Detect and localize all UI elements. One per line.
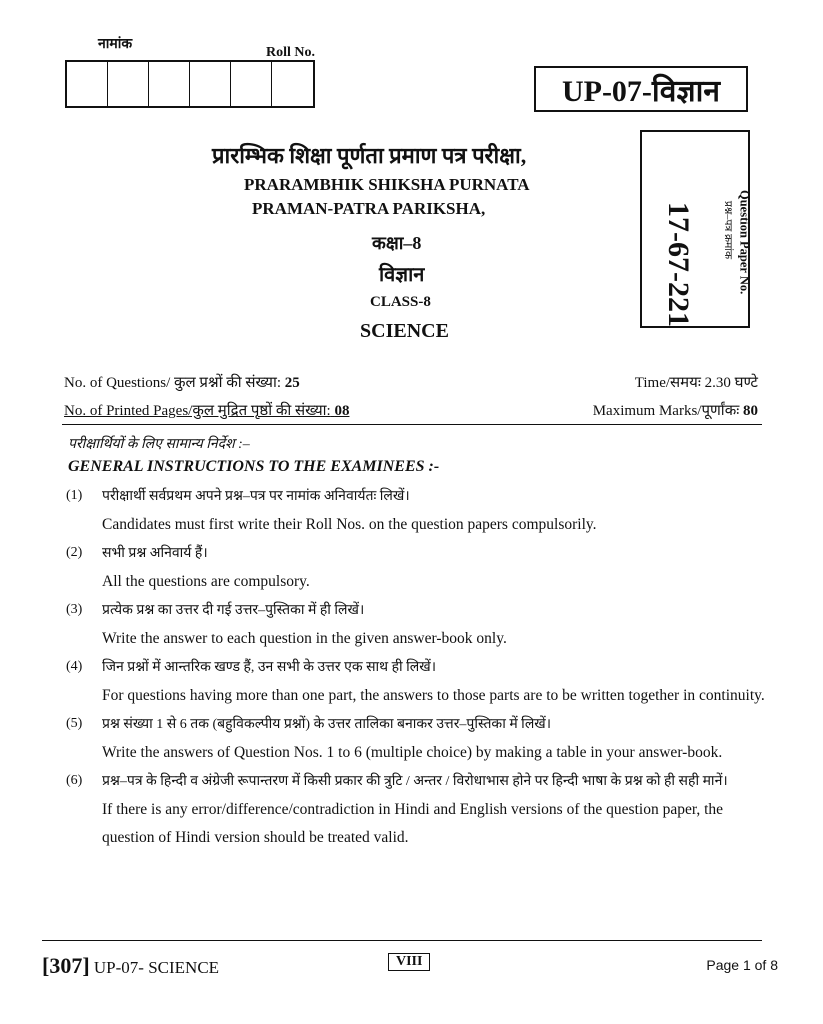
header-divider bbox=[62, 424, 762, 425]
roll-label-hindi: नामांक bbox=[98, 37, 133, 52]
question-count bbox=[64, 372, 300, 392]
footer-divider bbox=[42, 940, 762, 941]
instruction-item bbox=[56, 539, 771, 596]
instruction-english: If there is any error/difference/contradiction in Hindi and English versions of the question paper, the question of Hindi version should be treated valid. bbox=[102, 801, 724, 846]
paper-code: UP-07-विज्ञान bbox=[561, 74, 721, 108]
instructions-list bbox=[56, 482, 771, 852]
maximum-marks bbox=[593, 400, 758, 420]
printed-pages-value: 08 bbox=[334, 403, 350, 419]
instruction-item bbox=[56, 653, 771, 710]
class-hindi: कक्षा–8 bbox=[372, 233, 422, 253]
instructions-heading-english: GENERAL INSTRUCTIONS TO THE EXAMINEES :- bbox=[68, 458, 440, 475]
footer-paper-code bbox=[42, 953, 219, 979]
class-english: CLASS-8 bbox=[370, 294, 431, 310]
roll-number-boxes[interactable] bbox=[65, 60, 315, 108]
instruction-english: For questions having more than one part, the answers to those parts are to be written together in continuity. bbox=[102, 687, 765, 704]
instruction-number: (1) bbox=[66, 488, 83, 503]
footer-class-roman: VIII bbox=[388, 953, 430, 971]
instruction-number: (5) bbox=[66, 716, 83, 731]
exam-time bbox=[635, 372, 758, 392]
paper-code-box bbox=[534, 66, 748, 112]
instruction-english: Write the answer to each question in the given answer-book only. bbox=[102, 630, 507, 647]
exam-title-english-line2: PRAMAN-PATRA PARIKSHA, bbox=[252, 199, 486, 218]
roll-label-english: Roll No. bbox=[266, 45, 315, 60]
roll-digit-box[interactable] bbox=[231, 62, 272, 106]
instructions-heading-hindi: परीक्षार्थियों के लिए सामान्य निर्देश :– bbox=[68, 437, 250, 452]
exam-title-english-line1: PRARAMBHIK SHIKSHA PURNATA bbox=[244, 175, 530, 194]
maximum-marks-label: Maximum Marks/पूर्णांकः bbox=[592, 403, 740, 419]
instruction-item bbox=[56, 596, 771, 653]
time-label: Time/समयः bbox=[634, 375, 701, 391]
footer-code-text: UP-07- SCIENCE bbox=[93, 958, 220, 977]
roll-digit-box[interactable] bbox=[108, 62, 149, 106]
instruction-number: (3) bbox=[66, 602, 83, 617]
question-paper-label-english: Question Paper No. bbox=[737, 190, 752, 295]
instruction-hindi: प्रश्न संख्या 1 से 6 तक (बहुविकल्पीय प्रश्नों) के उत्तर तालिका बनाकर उत्तर–पुस्तिका में लिखें। bbox=[102, 717, 552, 732]
printed-pages bbox=[64, 400, 349, 420]
printed-pages-label: No. of Printed Pages/कुल मुद्रित पृष्ठों की संख्या: bbox=[64, 403, 331, 419]
instruction-english: Write the answers of Question Nos. 1 to 6 (multiple choice) by making a table in your answer-book. bbox=[102, 744, 723, 761]
instruction-hindi: सभी प्रश्न अनिवार्य हैं। bbox=[102, 546, 208, 561]
time-value: 2.30 घण्टे bbox=[704, 375, 758, 391]
instruction-hindi: जिन प्रश्नों में आन्तरिक खण्ड हैं, उन सभी के उत्तर एक साथ ही लिखें। bbox=[102, 660, 437, 675]
instruction-number: (2) bbox=[66, 545, 83, 560]
roll-digit-box[interactable] bbox=[149, 62, 190, 106]
instruction-english: All the questions are compulsory. bbox=[102, 573, 310, 590]
roll-digit-box[interactable] bbox=[67, 62, 108, 106]
roll-digit-box[interactable] bbox=[272, 62, 313, 106]
instruction-hindi: प्रश्न–पत्र के हिन्दी व अंग्रेजी रूपान्तरण में किसी प्रकार की त्रुटि / अन्तर / विरोधाभास होने पर हिन्दी भाषा के प्रश्न को ही सही मानें। bbox=[102, 774, 728, 789]
subject-english: SCIENCE bbox=[360, 320, 449, 342]
instruction-item bbox=[56, 767, 771, 852]
instruction-hindi: परीक्षार्थी सर्वप्रथम अपने प्रश्न–पत्र पर नामांक अनिवार्यतः लिखें। bbox=[102, 489, 410, 504]
page-number: Page 1 of 8 bbox=[706, 957, 778, 973]
question-count-label: No. of Questions/ कुल प्रश्नों की संख्या: bbox=[64, 375, 282, 391]
question-paper-number: 17-67-221 bbox=[662, 202, 695, 327]
question-paper-label-hindi: प्रश्न–पत्र क्रमांक bbox=[722, 200, 733, 260]
instruction-item bbox=[56, 710, 771, 767]
instruction-hindi: प्रत्येक प्रश्न का उत्तर दी गई उत्तर–पुस्तिका में ही लिखें। bbox=[102, 603, 365, 618]
roll-digit-box[interactable] bbox=[190, 62, 231, 106]
instruction-number: (4) bbox=[66, 659, 83, 674]
instruction-english: Candidates must first write their Roll Nos. on the question papers compulsorily. bbox=[102, 516, 597, 533]
exam-title-hindi: प्रारम्भिक शिक्षा पूर्णता प्रमाण पत्र परीक्षा, bbox=[212, 143, 527, 168]
instruction-item bbox=[56, 482, 771, 539]
instruction-number: (6) bbox=[66, 773, 83, 788]
subject-hindi: विज्ञान bbox=[379, 264, 425, 286]
maximum-marks-value: 80 bbox=[743, 403, 758, 419]
question-count-value: 25 bbox=[284, 375, 300, 391]
footer-code-number: [307] bbox=[42, 953, 90, 978]
question-paper-number-box bbox=[640, 130, 750, 328]
